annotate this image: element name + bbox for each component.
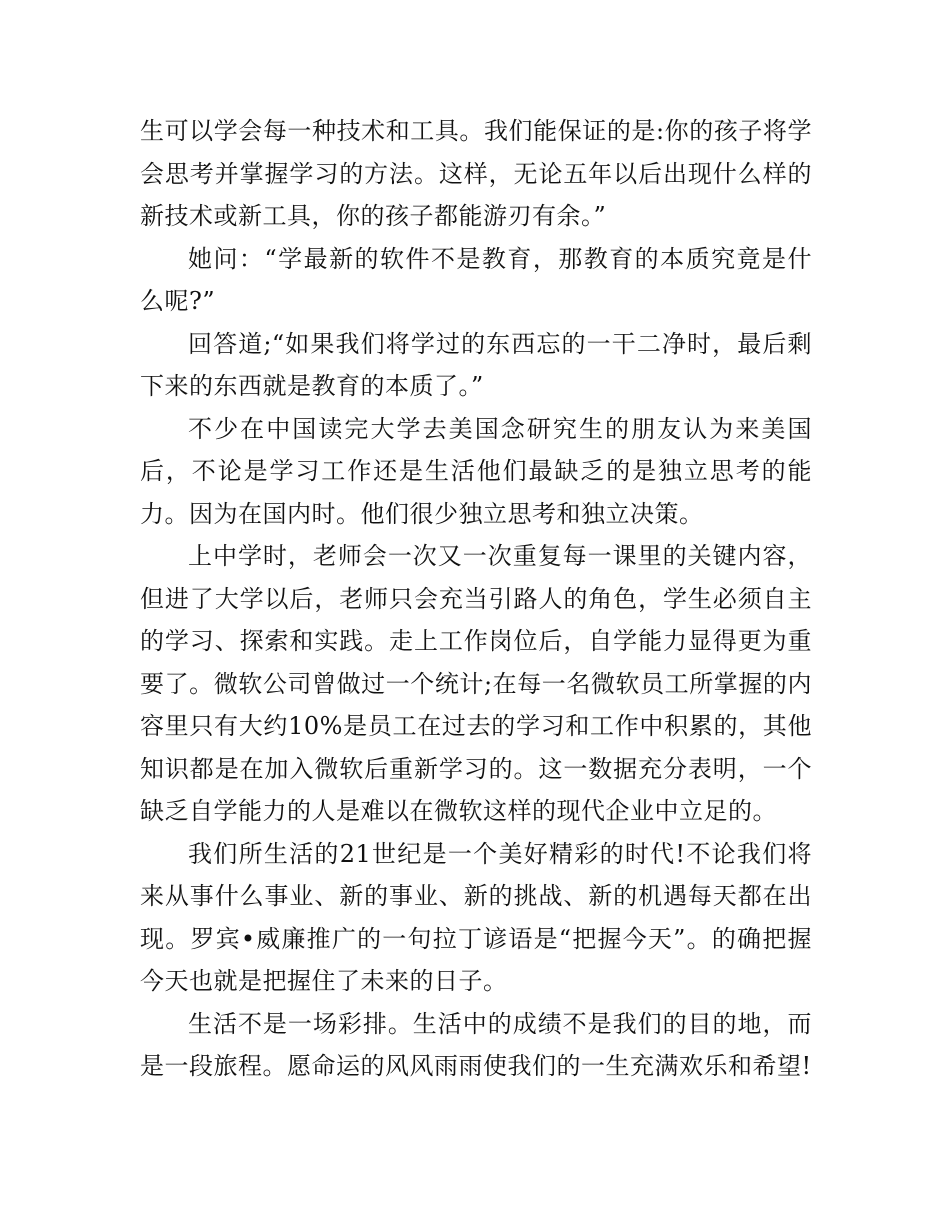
- paragraph-continuation: 生可以学会每一种技术和工具。我们能保证的是:你的孩子将学会思考并掌握学习的方法。这样，无论五年以后出现什么样的新技术或新工具，你的孩子都能游刃有余。”: [140, 117, 812, 230]
- paragraph-life-journey: 生活不是一场彩排。生活中的成绩不是我们的目的地，而是一段旅程。愿命运的风风雨雨使我们的一生充满欢乐和希望!: [140, 1009, 812, 1080]
- paragraph-21st-century: 我们所生活的21世纪是一个美好精彩的时代!不论我们将来从事什么事业、新的事业、新的挑战、新的机遇每天都在出现。罗宾•威廉推广的一句拉丁谚语是“把握今天”。的确把握今天也就是把握住了未来的日子。: [140, 839, 812, 995]
- paragraph-independent-thinking: 不少在中国读完大学去美国念研究生的朋友认为来美国后，不论是学习工作还是生活他们最缺乏的是独立思考的能力。因为在国内时。他们很少独立思考和独立决策。: [140, 414, 812, 528]
- paragraph-self-learning: 上中学时，老师会一次又一次重复每一课里的关键内容，但进了大学以后，老师只会充当引路人的角色，学生必须自主的学习、探索和实践。走上工作岗位后，自学能力显得更为重要了。微软公司曾做过一个统计;在每一名微软员工所掌握的内容里只有大约10%是员工在过去的学习和工作中积累的，其他知识都是在加入微软后重新学习的。这一数据充分表明，一个缺乏自学能力的人是难以在微软这样的现代企业中立足的。: [140, 542, 812, 825]
- document-body: [140, 110, 812, 1088]
- paragraph-question: 她问：“学最新的软件不是教育，那教育的本质究竟是什么呢?”: [140, 244, 812, 315]
- paragraph-answer: 回答道;“如果我们将学过的东西忘的一干二净时，最后剩下来的东西就是教育的本质了。”: [140, 329, 812, 400]
